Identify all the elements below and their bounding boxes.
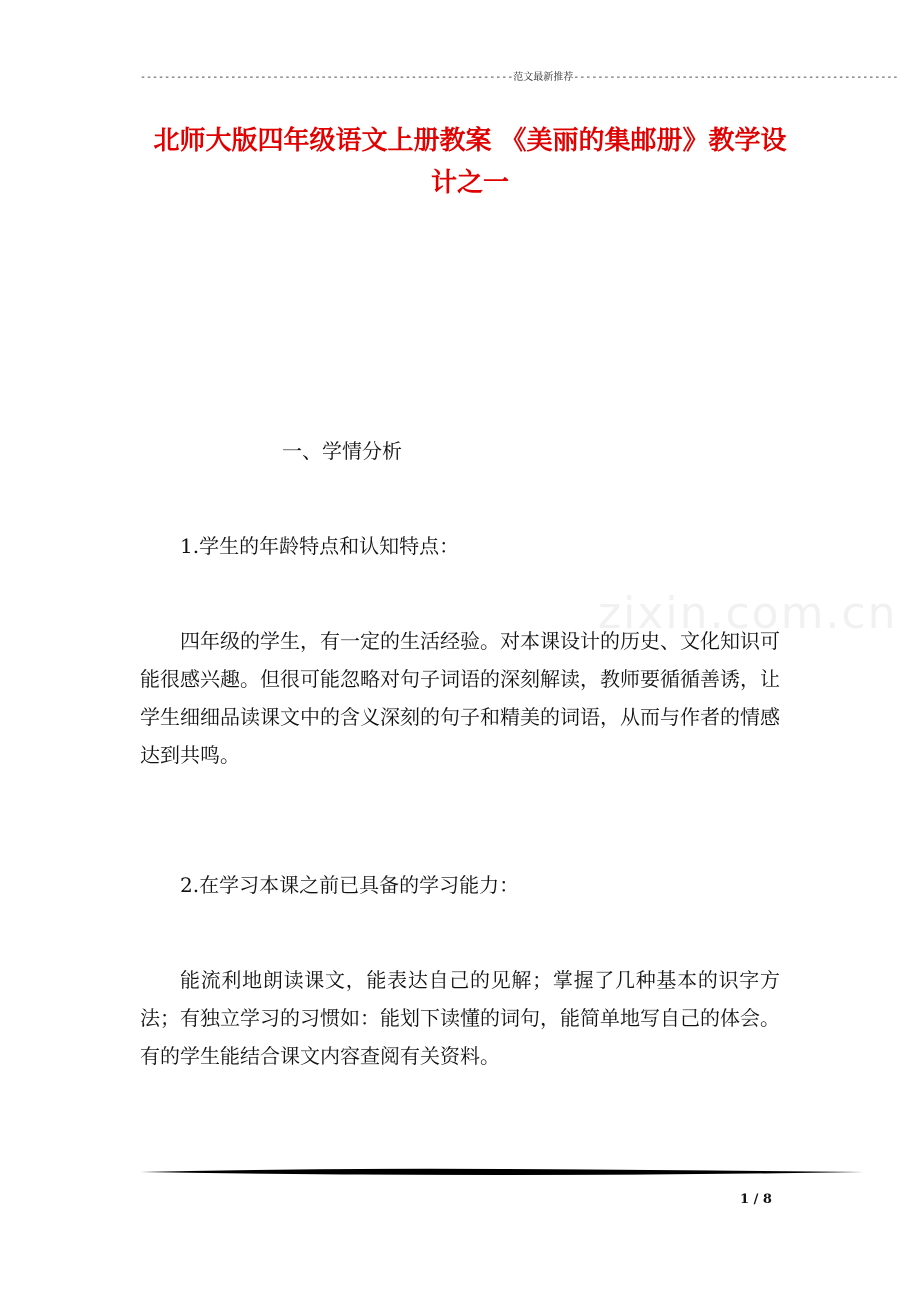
item2-paragraph: 能流利地朗读课文，能表达自己的见解；掌握了几种基本的识字方法；有独立学习的习惯如：能划下读懂的词句，能简单地写自己的体会。有的学生能结合课文内容查阅有关资料。 xyxy=(140,968,780,1068)
watermark: zixin.com.cn xyxy=(598,588,898,639)
item2-paragraph-block xyxy=(140,961,780,1075)
item1-paragraph-block xyxy=(140,622,780,774)
section-heading-analysis: 一、学情分析 xyxy=(282,439,402,463)
page-number: 1 / 8 xyxy=(740,1192,772,1207)
item2-block xyxy=(140,866,780,904)
item1-block xyxy=(140,527,780,565)
item1-heading: 1.学生的年龄特点和认知特点： xyxy=(180,534,460,558)
document-title: 北师大版四年级语文上册教案 《美丽的集邮册》教学设计之一 xyxy=(153,126,787,198)
item1-paragraph: 四年级的学生，有一定的生活经验。对本课设计的历史、文化知识可能很感兴趣。但很可能忽略对句子词语的深刻解读，教师要循循善诱，让学生细细品读课文中的含义深刻的句子和精美的词语，从而与作者的情感达到共鸣。 xyxy=(140,629,780,767)
footer-rule xyxy=(140,1166,864,1178)
item2-heading: 2.在学习本课之前已具备的学习能力： xyxy=(180,873,520,897)
header-dashed-label: --------------------------------------------------------------范文最新推荐------------------------------------------------------ xyxy=(140,72,899,83)
